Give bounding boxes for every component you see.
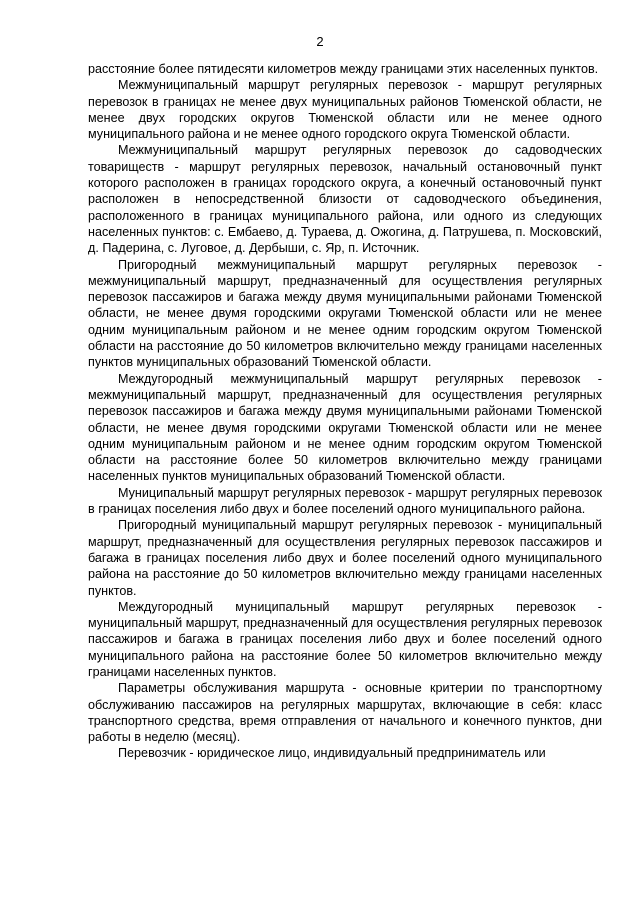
paragraph-route-parameters: Параметры обслуживания маршрута - основные критерии по транспортному обслуживанию пассажиров на регулярных маршрутах, включающие в себя: класс транспортного средства, время отправления от начального и конечного пунктов, дни работы в неделю (месяц). — [88, 681, 602, 745]
paragraph-garden-route: Межмуниципальный маршрут регулярных перевозок до садоводческих товариществ - маршрут регулярных перевозок, начальный остановочный пункт которого расположен в границах городского округа, а конечный остановочный пункт расположен в непосредственной близости от садоводческого объединения, расположенного в границах муниципального района, или одного из следующих населенных пунктов: с. Ембаево, д. Тураева, д. Ожогина, д. Патрушева, п. Московский, д. Падерина, с. Луговое, д. Дербыши, с. Яр, п. Источник. — [88, 143, 602, 256]
paragraph-intermunicipal-route: Межмуниципальный маршрут регулярных перевозок - маршрут регулярных перевозок в границах не менее двух муниципальных районов Тюменской области, не менее двух городских округов Тюменской области или не менее одного муниципального района и не менее одного городского округа Тюменской области. — [88, 78, 602, 142]
page-number: 2 — [316, 34, 324, 49]
paragraph-municipal-route: Муниципальный маршрут регулярных перевозок - маршрут регулярных перевозок в границах поселения либо двух и более поселений одного муниципального района. — [88, 485, 602, 517]
paragraph-continuation: расстояние более пятидесяти километров между границами этих населенных пунктов. — [88, 62, 599, 76]
paragraph-carrier: Перевозчик - юридическое лицо, индивидуальный предприниматель или — [118, 746, 546, 761]
paragraph-suburban-intermunicipal-route: Пригородный межмуниципальный маршрут регулярных перевозок - межмуниципальный маршрут, предназначенный для осуществления регулярных перевозок пассажиров и багажа между двумя муниципальными районами Тюменской области, не менее двумя городскими округами Тюменской области или не менее одним муниципальным районом и не менее одним городским округом Тюменской области на расстояние до 50 километров включительно между границами населенных пунктов муниципальных образований Тюменской области. — [88, 257, 602, 370]
paragraph-intercity-intermunicipal-route: Междугородный межмуниципальный маршрут регулярных перевозок - межмуниципальный маршрут, предназначенный для осуществления регулярных перевозок пассажиров и багажа между двумя муниципальными районами Тюменской области, не менее двумя городскими округами Тюменской области или не менее одним муниципальным районом и не менее одним городским округом Тюменской области на расстояние более 50 километров включительно между границами населенных пунктов муниципальных образований Тюменской области. — [88, 371, 602, 484]
paragraph-suburban-municipal-route: Пригородный муниципальный маршрут регулярных перевозок - муниципальный маршрут, предназначенный для осуществления регулярных перевозок пассажиров и багажа в границах поселения либо двух и более поселений одного муниципального района на расстояние до 50 километров включительно между границами населенных пунктов. — [88, 518, 602, 598]
document-body — [88, 61, 602, 762]
paragraph-intercity-municipal-route: Междугородный муниципальный маршрут регулярных перевозок - муниципальный маршрут, предназначенный для осуществления регулярных перевозок пассажиров и багажа в границах поселения либо двух и более поселений одного муниципального района на расстояние более 50 километров включительно между границами населенных пунктов. — [88, 599, 602, 679]
